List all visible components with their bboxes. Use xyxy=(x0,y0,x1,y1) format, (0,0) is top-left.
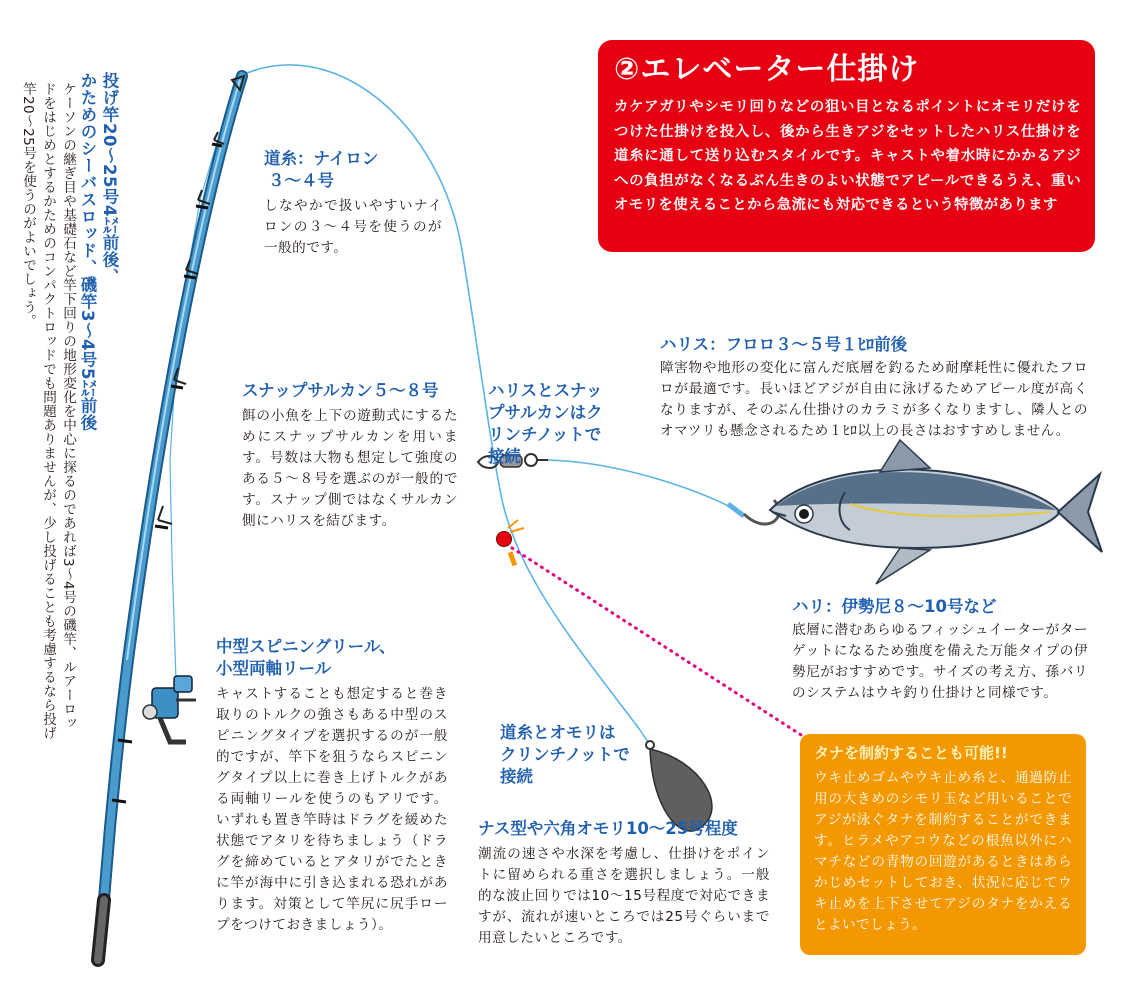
knot-sinker-note: 道糸とオモリはクリンチノットで接続 xyxy=(500,723,630,786)
spinning-reel xyxy=(143,676,196,742)
hook-heading: ハリ：伊勢尼８～10号など xyxy=(792,597,997,616)
snap-swivel-heading: スナップサルカン５～８号 xyxy=(242,381,439,400)
title-description: カケアガリやシモリ回りなどの狙い目となるポイントにオモリだけをつけた仕掛けを投入し、後から生きアジをセットしたハリス仕掛けを道糸に通して送り込むスタイルです。キャストや着水時にかかるアジへの負担がなくなるぶん生きのよい状態でアピールできるうえ、重いオモリを使えることから急流にも対応できるという特徴があります xyxy=(614,99,1081,213)
reel-body: キャストすることも想定すると巻き取りのトルクの強さもある中型のスピニングタイプを選択するのが一般的ですが、竿下を狙うならスピニングタイプ以上に巻き上げトルクがある両軸リールを使うのもアリです。いずれも置き竿時はドラグを緩めた状態でアタリを待ちましょう（ドラグを締めているとアタリがでたときに竿が海中に引き込まれる恐れがあります。対策として竿尻に尻手ロープをつけておきましょう）。 xyxy=(216,686,448,933)
tana-note-body: ウキ止めゴムやウキ止め糸と、通過防止用の大きめのシモリ玉など用いることでアジが泳ぐタナを制約することができます。ヒラメやアコウなどの根魚以外にハマチなどの青物の回遊があるときはあらかじめセットしておき、状況に応じてウキ止めを上下させてアジのタナをかえるとよいでしょう。 xyxy=(814,770,1072,933)
sinker-body: 潮流の速さや水深を考慮し、仕掛けをポイントに留められる重さを選択しましょう。一般的な波止回りでは10～15号程度で対応できますが、流れが速いところでは25号ぐらいまで用意したいところです。 xyxy=(478,846,770,946)
rod-note-body: ケーソンの継ぎ目や基礎石など竿下回りの地形変化を中心に探るのであれば3～4号の磯竿、ルアーロッドをはじめとするかためのコンパクトロッドでも問題ありませんが、少し投げることも考慮するなら投げ竿20～25号を使うのがよいでしょう。 xyxy=(20,82,76,740)
reel-heading-2: 小型両軸リール xyxy=(216,659,332,678)
horse-mackerel-fish xyxy=(770,440,1102,584)
rod-heading-line2: かためのシーバスロッド、磯竿3～4号5㍍前後 xyxy=(78,72,97,431)
main-line-heading-2: ３～４号 xyxy=(268,171,334,190)
page-title: ②エレベーター仕掛け xyxy=(614,52,920,87)
line-to-reel xyxy=(170,78,236,680)
title-box xyxy=(598,40,1095,252)
snap-swivel-body: 餌の小魚を上下の遊動式にするためにスナップサルカンを用います。号数は大物も想定して強度のある５～８号を選ぶのが一般的です。スナップ側ではなくサルカン側にハリスを結びます。 xyxy=(242,408,458,529)
hook-sleeve xyxy=(728,504,744,516)
hook-note xyxy=(792,596,1088,704)
reel-heading-1: 中型スピニングリール、 xyxy=(216,637,396,656)
knot-snap-note: ハリスとスナップサルカンはクリンチノットで接続 xyxy=(488,381,603,466)
main-line-body: しなやかで扱いやすいナイロンの３～４号を使うのが一般的です。 xyxy=(264,198,442,256)
hook-body: 底層に潜むあらゆるフィッシュイーターがターゲットになるため強度を備えた万能タイプの伊勢尼がおすすめです。サイズの考え方、孫バリのシステムはウキ釣り仕掛けと同様です。 xyxy=(792,622,1088,701)
leader-body: 障害物や地形の変化に富んだ底層を釣るため耐摩耗性に優れたフロロが最適です。長いほどアジが自由に泳げるためアピール度が高くなりますが、そのぶん仕掛けのカラミが多くなりますし、隣人とのオマツリも懸念されるため１ﾋﾛ以上の長さはおすすめしません。 xyxy=(660,360,1088,439)
rod-note-heading xyxy=(76,72,120,532)
snap-swivel-note xyxy=(242,380,458,532)
main-line-note xyxy=(264,148,442,259)
tana-note-title: タナを制約することも可能!! xyxy=(814,744,1008,762)
leader-note xyxy=(660,334,1088,442)
reel-note xyxy=(216,636,448,936)
sinker-note xyxy=(478,818,770,949)
sinker-heading: ナス型や六角オモリ10～25号程度 xyxy=(478,819,738,838)
tana-pointer xyxy=(512,548,812,742)
leader-heading: ハリス：フロロ３～５号１ﾋﾛ前後 xyxy=(660,335,908,354)
sinker-weight xyxy=(640,730,712,831)
bead-stopper xyxy=(497,520,525,566)
tana-note-box xyxy=(800,734,1086,955)
rod-heading-line1: 投げ竿20～25号4㍍前後、 xyxy=(100,72,119,285)
main-line-heading-1: 道糸：ナイロン xyxy=(264,149,379,168)
